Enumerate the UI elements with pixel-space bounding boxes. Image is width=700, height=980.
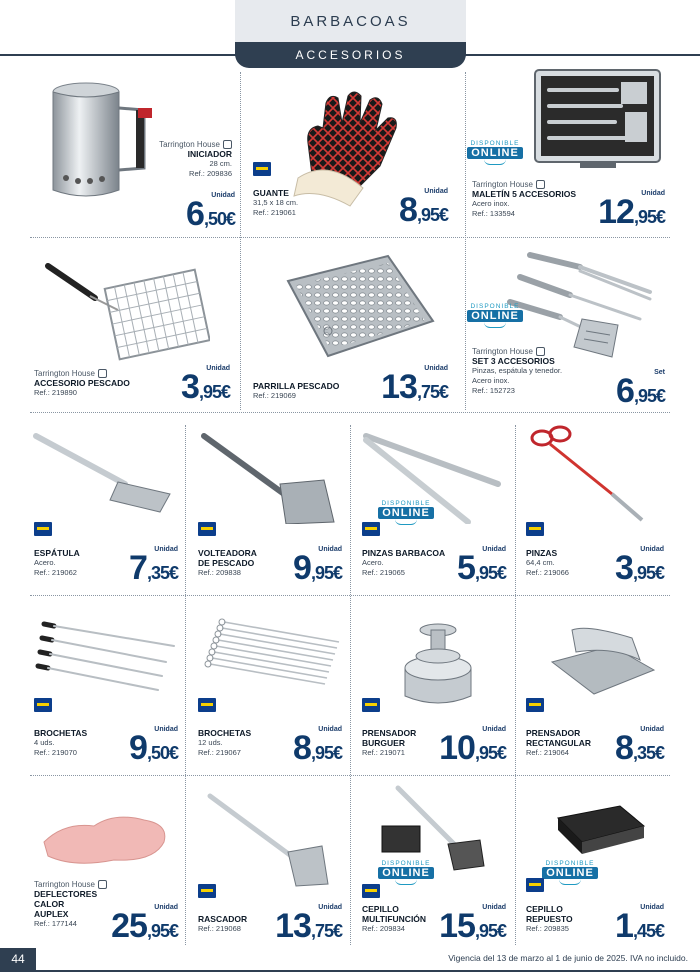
divider [30,237,670,238]
section-title: BARBACOAS [235,0,466,42]
product-name: PINZAS [526,548,558,558]
product-ref: Ref.: 219071 [362,748,405,757]
product-card[interactable] [30,780,182,945]
product-ref: Ref.: 209834 [362,924,405,933]
tarrington-icon [536,180,545,189]
product-card[interactable] [30,418,182,593]
product-card[interactable] [358,600,510,772]
online-badge: DISPONIBLE ONLINE [470,140,520,165]
product-name: INICIADOR [187,149,232,159]
product-ref: Ref.: 219068 [198,924,241,933]
brand-label: Tarrington House [34,880,124,889]
price-unit: Unidad [482,904,506,911]
price-unit: Unidad [424,365,448,372]
divider [30,412,670,413]
product-ref: Ref.: 219070 [34,748,77,757]
product-ref: Ref.: 209835 [526,924,569,933]
product-name-2: CALOR [34,899,65,909]
product-ref: Ref.: 133594 [472,209,515,218]
product-name: MALETÍN 5 ACCESORIOS [472,189,577,199]
price: 15,95€ [439,907,506,945]
price: 7,35€ [129,549,178,587]
divider [240,72,241,410]
price-unit: Unidad [154,546,178,553]
product-card[interactable] [30,243,235,408]
price: 8,95€ [399,191,448,229]
product-ref: Ref.: 219069 [253,391,296,400]
product-detail-2: Acero inox. [472,376,510,385]
bbq-tools-set-image [500,247,665,362]
product-ref: Ref.: 219890 [34,388,77,397]
product-ref: Ref.: 177144 [34,919,77,928]
price: 8,95€ [293,729,342,767]
metro-logo [526,522,544,536]
online-badge: DISPONIBLE ONLINE [470,303,520,328]
footer [0,948,700,980]
metro-logo [34,522,52,536]
price: 5,95€ [457,549,506,587]
price: 1,45€ [615,907,664,945]
price-unit: Unidad [318,726,342,733]
divider [515,425,516,945]
price-unit: Unidad [640,904,664,911]
grill-brush-image [368,782,508,872]
product-detail: Acero. [362,558,384,567]
product-name-2: REPUESTO [526,914,573,924]
metro-logo [362,698,380,712]
metro-logo [198,698,216,712]
product-name-3: AUPLEX [34,909,69,919]
skewers-image [204,614,344,694]
brush-refill-image [550,798,650,858]
product-card[interactable] [194,418,346,593]
product-card[interactable] [522,600,670,772]
product-name: PINZAS BARBACOA [362,548,446,558]
bbq-case-image [525,62,665,172]
product-card[interactable] [248,70,458,235]
section-header [235,0,466,68]
burger-press-image [393,618,483,710]
divider [185,425,186,945]
price: 9,50€ [129,729,178,767]
product-card[interactable] [194,600,346,772]
tarrington-icon [98,880,107,889]
scraper-image [202,788,342,888]
product-card[interactable] [358,780,510,945]
price: 10,95€ [439,729,506,767]
online-badge: DISPONIBLE ONLINE [376,860,436,885]
product-name: ESPÁTULA [34,548,80,558]
product-name-2: BURGUER [362,738,405,748]
brand-label: Tarrington House [152,140,232,149]
product-name-2: RECTANGULAR [526,738,592,748]
brand-label: Tarrington House [472,347,592,356]
price-unit: Unidad [482,726,506,733]
product-card[interactable] [522,418,670,593]
tarrington-icon [536,347,545,356]
product-ref: Ref.: 219065 [362,568,405,577]
tarrington-icon [98,369,107,378]
brand-label: Tarrington House [472,180,582,189]
product-name: SET 3 ACCESORIOS [472,356,555,366]
skewers-image [34,614,179,694]
validity-note: Vigencia del 13 de marzo al 1 de junio de 2025. IVA no incluido. [448,953,688,963]
product-name: ACCESORIO PESCADO [34,378,130,388]
price-unit: Unidad [640,726,664,733]
price: 6,50€ [186,195,235,233]
product-detail: Pinzas, espátula y tenedor. [472,366,563,375]
product-ref: Ref.: 219062 [34,568,77,577]
product-ref: Ref.: 219061 [253,208,296,217]
product-name-2: DE PESCADO [198,558,255,568]
product-name: PRENSADOR [362,728,417,738]
metro-logo [362,522,380,536]
fish-grill-basket-image [40,258,210,363]
product-name: BROCHETAS [34,728,88,738]
price-unit: Unidad [318,904,342,911]
product-card[interactable] [358,418,510,593]
product-name: VOLTEADORA [198,548,257,558]
price-unit: Unidad [424,188,448,195]
product-name: CEPILLO [526,904,563,914]
price-unit: Unidad [154,904,178,911]
tarrington-icon [223,140,232,149]
metro-logo [198,884,216,898]
metro-logo [362,884,380,898]
product-name: PARRILLA PESCADO [253,381,340,391]
spatula-image [30,424,180,514]
product-name: CEPILLO [362,904,399,914]
product-name: GUANTE [253,188,289,198]
product-name: BROCHETAS [198,728,252,738]
product-name: PRENSADOR [526,728,581,738]
product-detail: 12 uds. [198,738,223,747]
metro-logo [198,522,216,536]
product-card[interactable] [194,780,346,945]
price: 8,35€ [615,729,664,767]
product-card[interactable] [30,600,182,772]
metro-logo [526,878,544,892]
product-card[interactable] [522,780,670,945]
page-number: 44 [0,948,36,970]
price: 12,95€ [598,193,665,231]
product-ref: Ref.: 152723 [472,386,515,395]
price: 13,75€ [275,907,342,945]
product-card[interactable] [248,243,458,408]
tongs-image [522,424,667,524]
grill-tray-image [268,251,438,366]
product-detail: Acero inox. [472,199,510,208]
heat-deflector-image [34,802,174,872]
price-unit: Unidad [482,546,506,553]
price-unit: Unidad [640,546,664,553]
price: 9,95€ [293,549,342,587]
fish-turner-image [194,424,344,524]
product-card[interactable] [30,70,235,235]
product-ref: Ref.: 209836 [189,169,232,178]
section-subtitle: ACCESORIOS [235,42,466,68]
product-ref: Ref.: 219064 [526,748,569,757]
price-unit: Unidad [154,726,178,733]
divider [350,425,351,945]
price: 25,95€ [111,907,178,945]
product-ref: Ref.: 209838 [198,568,241,577]
chimney-starter-image [44,78,154,203]
product-name: DEFLECTORES [34,889,98,899]
price-unit: Unidad [206,365,230,372]
price-unit: Unidad [211,192,235,199]
footer-rule [0,970,700,972]
price: 13,75€ [381,368,448,406]
divider [465,72,466,410]
product-name: RASCADOR [198,914,248,924]
product-detail: 28 cm. [209,159,232,168]
product-detail: 4 uds. [34,738,55,747]
price: 3,95€ [615,549,664,587]
price-unit: Set [654,369,665,376]
metro-logo [526,698,544,712]
rectangular-press-image [542,622,662,702]
product-card[interactable] [470,243,670,408]
product-card[interactable] [470,62,670,235]
product-name-2: MULTIFUNCIÓN [362,914,427,924]
product-ref: Ref.: 219066 [526,568,569,577]
price: 3,95€ [181,368,230,406]
online-badge: DISPONIBLE ONLINE [376,500,436,525]
product-detail: 64,4 cm. [526,558,555,567]
metro-logo [253,162,271,176]
price-unit: Unidad [318,546,342,553]
product-ref: Ref.: 219067 [198,748,241,757]
price-unit: Unidad [641,190,665,197]
product-detail: 31,5 x 18 cm. [253,198,299,207]
brand-label: Tarrington House [34,369,144,378]
product-detail: Acero. [34,558,56,567]
price: 6,95€ [616,372,665,410]
online-badge: DISPONIBLE ONLINE [540,860,600,885]
metro-logo [34,698,52,712]
